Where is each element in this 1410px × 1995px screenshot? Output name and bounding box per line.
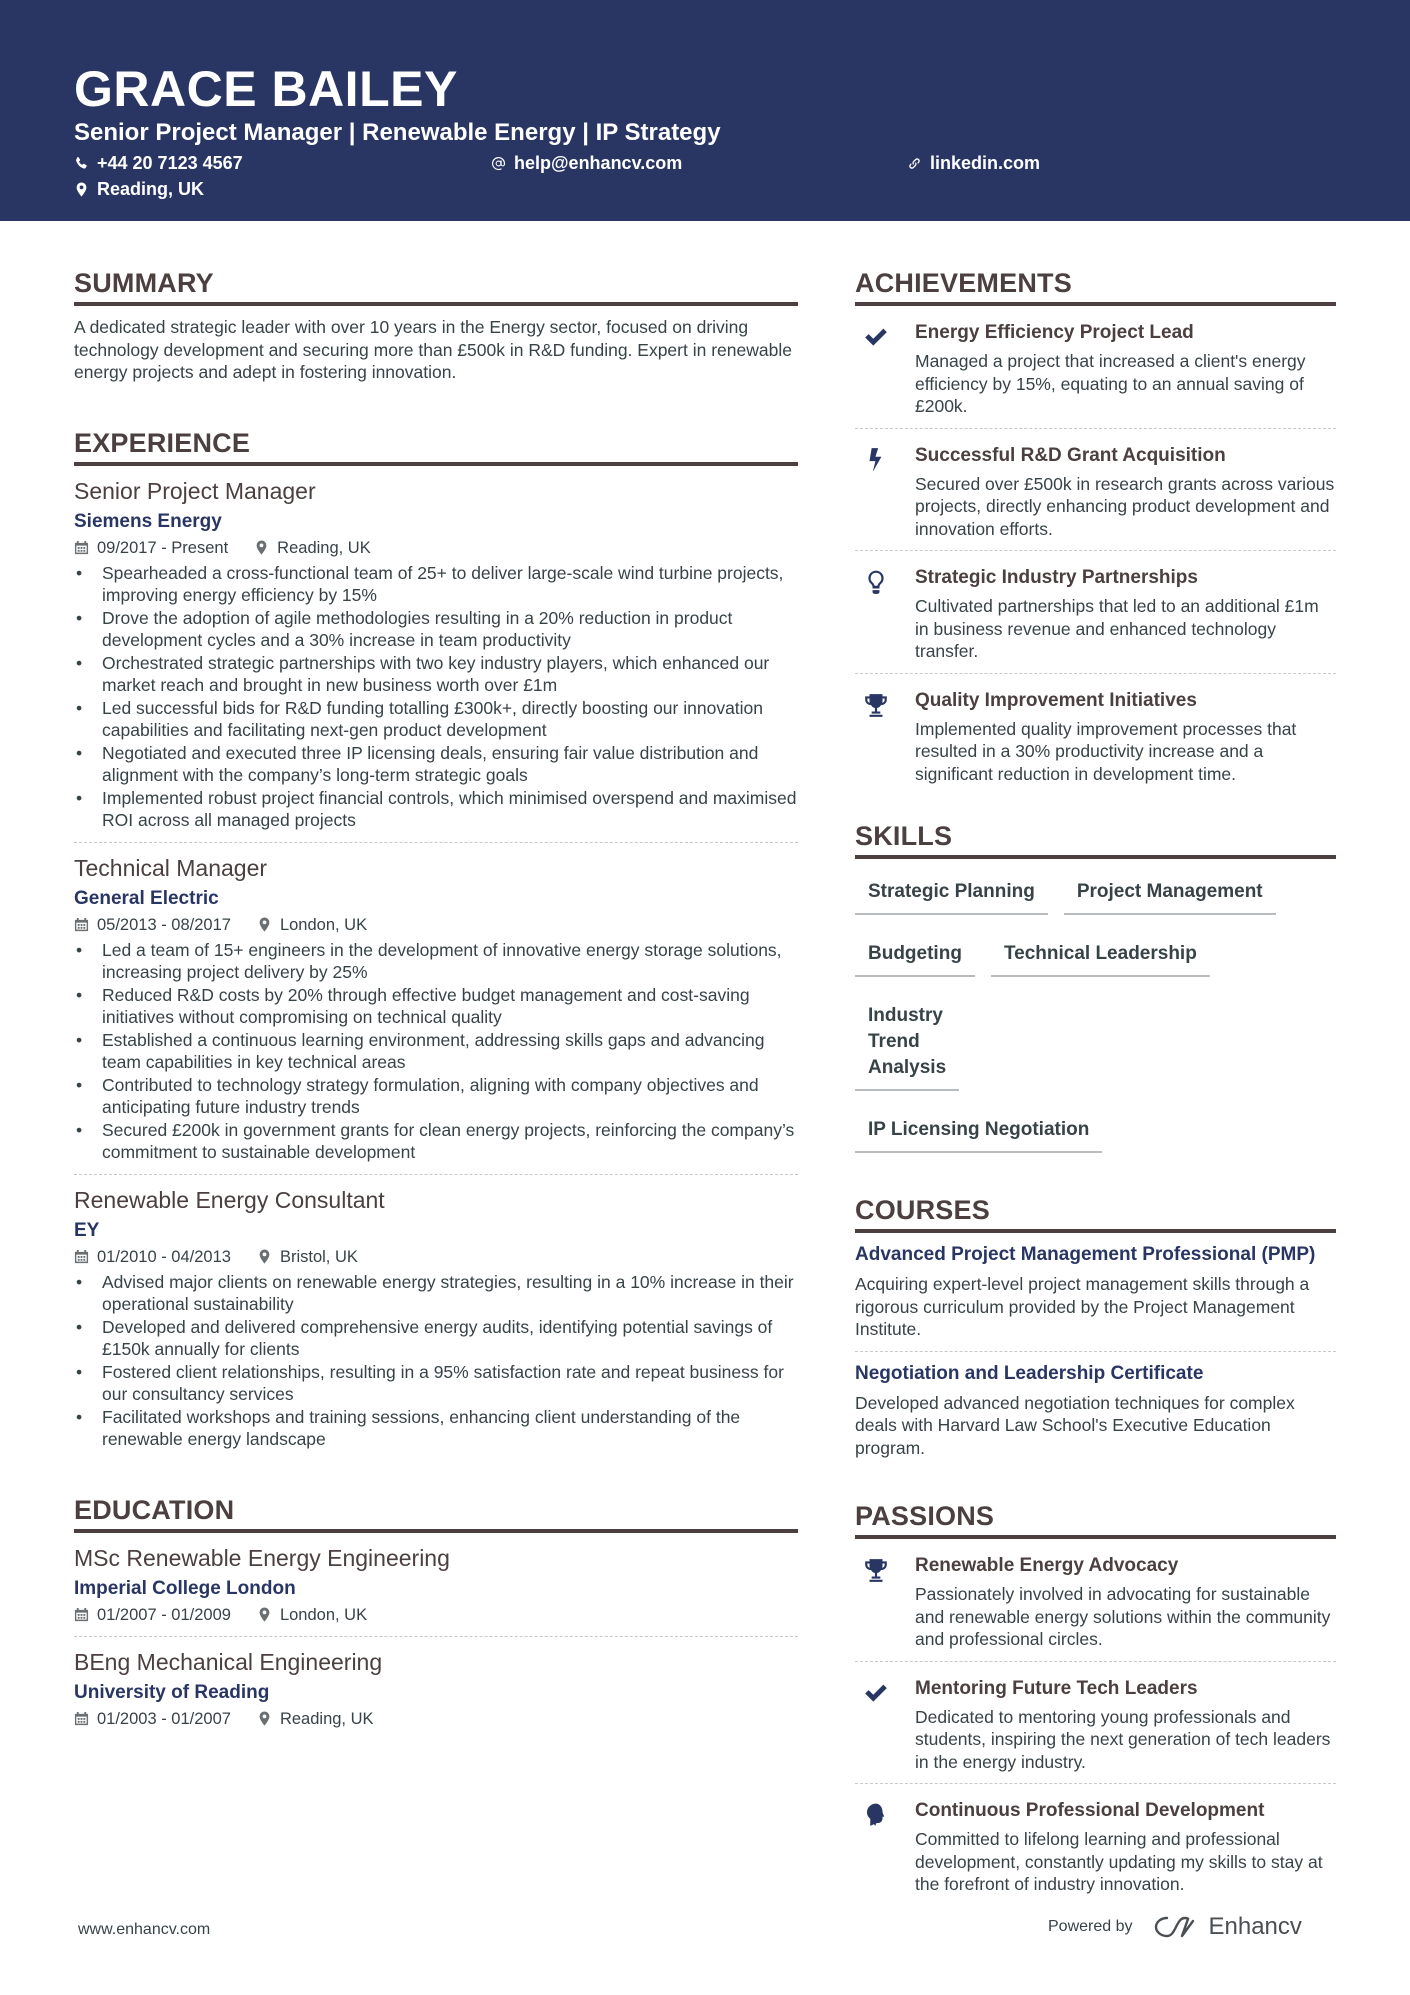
job-location: Reading, UK [277, 538, 371, 557]
experience-section [74, 426, 798, 1451]
powered-by-label: Powered by [1048, 1918, 1133, 1935]
footer-powered-by [1048, 1913, 1302, 1941]
passion-item [855, 1794, 1336, 1896]
bullet-item: • Negotiated and executed three IP licensing deals, ensuring fair value distribution and alignment with the company’s long-term strategic goals [74, 742, 798, 787]
skills-section [855, 819, 1336, 1163]
achievement-desc: Implemented quality improvement processes that resulted in a 30% productivity increase and a significant reduction in development time. [915, 718, 1297, 784]
bullet-item: • Fostered client relationships, resulting in a 95% satisfaction rate and repeat business for our consultancy services [74, 1361, 798, 1406]
bullet-item: • Spearheaded a cross-functional team of 25+ to deliver large-scale wind turbine projects, improving energy efficiency by 15% [74, 562, 798, 607]
map-pin-icon [257, 917, 272, 932]
resume-header [0, 0, 1410, 221]
section-divider [855, 1535, 1336, 1539]
location-text: Reading, UK [97, 179, 205, 199]
brand-name: Enhancv [1208, 1913, 1302, 1940]
achievement-item [855, 316, 1336, 418]
job-title: Senior Project Manager [74, 477, 316, 504]
skill-tag: Project Management [1064, 879, 1276, 915]
calendar-icon [74, 1711, 89, 1726]
candidate-headline: Senior Project Manager | Renewable Energy | IP Strategy [74, 119, 721, 146]
course-desc: Developed advanced negotiation techniques for complex deals with Harvard Law School's Executive Education program. [855, 1392, 1295, 1458]
company-name: Siemens Energy [74, 510, 222, 532]
skill-tag: Industry Trend Analysis [855, 1003, 959, 1091]
map-pin-icon [257, 1607, 272, 1622]
section-title-education: EDUCATION [74, 1494, 235, 1525]
enhancv-logo[interactable] [1153, 1913, 1302, 1941]
job-bullets [74, 562, 798, 832]
job-dates: 05/2013 - 08/2017 [97, 915, 231, 934]
skill-tag: Technical Leadership [991, 941, 1210, 977]
bullet-item: • Implemented robust project financial controls, which minimised overspend and maximised ROI across all managed projects [74, 787, 798, 832]
passion-title: Renewable Energy Advocacy [915, 1555, 1179, 1576]
map-pin-icon [257, 1249, 272, 1264]
job-title: Technical Manager [74, 854, 268, 881]
bullet-item: • Orchestrated strategic partnerships with two key industry players, which enhanced our market reach and brought in new business worth over £1m [74, 652, 798, 697]
passion-desc: Dedicated to mentoring young professionals and students, inspiring the next generation of tech leaders in the energy industry. [915, 1706, 1331, 1772]
achievement-desc: Secured over £500k in research grants across various projects, directly enhancing product development and innovation efforts. [915, 473, 1335, 539]
achievement-desc: Managed a project that increased a client's energy efficiency by 15%, equating to an annual saving of £200k. [915, 351, 1306, 416]
skill-tag: Strategic Planning [855, 879, 1048, 915]
education-section [74, 1493, 798, 1730]
skills-list [855, 869, 1336, 1163]
calendar-icon [74, 1607, 89, 1622]
bullet-item: • Reduced R&D costs by 20% through effective budget management and cost-saving initiatives without compromising on technical quality [74, 984, 798, 1029]
education-meta [74, 1604, 798, 1626]
education-entry [74, 1647, 798, 1730]
degree-title: MSc Renewable Energy Engineering [74, 1544, 450, 1571]
course-desc: Acquiring expert-level project management skills through a rigorous curriculum provided by the Project Management Institute. [855, 1274, 1310, 1339]
courses-section [855, 1193, 1336, 1459]
passion-title: Continuous Professional Development [915, 1800, 1265, 1821]
achievement-title: Quality Improvement Initiatives [915, 689, 1197, 711]
skill-tag: IP Licensing Negotiation [855, 1117, 1102, 1153]
job-location: Bristol, UK [279, 1247, 358, 1266]
contact-email[interactable] [491, 152, 682, 174]
bullet-item: • Led successful bids for R&D funding totalling £300k+, directly boosting our innovation capabilities and facilitating next-gen product development [74, 697, 798, 742]
school-name: Imperial College London [74, 1577, 296, 1599]
school-name: University of Reading [74, 1681, 270, 1703]
job-title: Renewable Energy Consultant [74, 1186, 385, 1213]
contact-location [74, 178, 204, 200]
bullet-item: • Contributed to technology strategy formulation, aligning with company objectives and anticipating future industry trends [74, 1074, 798, 1119]
summary-section [74, 266, 798, 384]
entry-divider [855, 1661, 1336, 1662]
link-icon [907, 156, 922, 171]
check-icon [863, 324, 889, 350]
entry-divider [855, 550, 1336, 551]
passion-item [855, 1549, 1336, 1651]
section-title-summary: SUMMARY [74, 268, 214, 298]
achievement-title: Successful R&D Grant Acquisition [915, 444, 1226, 466]
achievement-item [855, 561, 1336, 663]
bullet-item: • Drove the adoption of agile methodologies resulting in a 20% reduction in product development cycles and a 30% increase in team productivity [74, 607, 798, 652]
contact-phone [74, 152, 243, 174]
experience-entry [74, 476, 798, 832]
passion-title: Mentoring Future Tech Leaders [915, 1677, 1198, 1699]
entry-divider [74, 1636, 798, 1637]
achievement-item [855, 684, 1336, 786]
section-divider [855, 1229, 1336, 1233]
section-title-experience: EXPERIENCE [74, 427, 251, 458]
trophy-icon [863, 692, 889, 718]
job-meta [74, 537, 798, 559]
contact-website[interactable] [907, 152, 1040, 174]
education-meta [74, 1708, 798, 1730]
course-item [855, 1243, 1336, 1341]
passions-section [855, 1499, 1336, 1896]
website-link[interactable]: linkedin.com [930, 153, 1041, 173]
section-title-passions: PASSIONS [855, 1501, 995, 1531]
experience-entry [74, 1185, 798, 1451]
bullet-item: • Established a continuous learning environment, addressing skills gaps and advancing team capabilities in key technical areas [74, 1029, 798, 1074]
calendar-icon [74, 540, 89, 555]
section-title-courses: COURSES [855, 1195, 990, 1225]
achievement-title: Strategic Industry Partnerships [915, 567, 1198, 588]
job-meta [74, 914, 798, 936]
phone-icon [74, 156, 89, 171]
education-entry [74, 1543, 798, 1626]
map-pin-icon [257, 1711, 272, 1726]
skill-tag: Budgeting [855, 941, 975, 977]
lightbulb-icon [863, 569, 889, 595]
section-divider [74, 302, 798, 306]
candidate-name: GRACE BAILEY [74, 61, 458, 117]
job-location: London, UK [279, 915, 368, 934]
section-title-achievements: ACHIEVEMENTS [855, 268, 1072, 298]
bullet-item: • Led a team of 15+ engineers in the development of innovative energy storage solutions, increasing project delivery by 25% [74, 939, 798, 984]
trophy-icon [863, 1557, 889, 1583]
check-icon [863, 1680, 889, 1706]
email-link[interactable]: help@enhancv.com [514, 153, 683, 173]
education-location: Reading, UK [279, 1709, 374, 1728]
job-dates: 01/2010 - 04/2013 [97, 1247, 231, 1266]
head-icon [863, 1802, 889, 1828]
education-dates: 01/2003 - 01/2007 [97, 1709, 231, 1728]
bullet-item: • Facilitated workshops and training sessions, enhancing client understanding of the renewable energy landscape [74, 1406, 798, 1451]
job-dates: 09/2017 - Present [97, 538, 229, 557]
experience-entry [74, 853, 798, 1164]
achievement-item [855, 439, 1336, 541]
section-divider [74, 1529, 798, 1533]
passion-item [855, 1672, 1336, 1774]
entry-divider [855, 673, 1336, 674]
entry-divider [855, 428, 1336, 429]
left-column [74, 266, 798, 1730]
course-title: Negotiation and Leadership Certificate [855, 1362, 1204, 1384]
bullet-item: • Secured £200k in government grants for clean energy projects, reinforcing the company’s commitment to sustainable development [74, 1119, 798, 1164]
entry-divider [855, 1351, 1336, 1352]
entry-divider [74, 1174, 798, 1175]
achievement-title: Energy Efficiency Project Lead [915, 322, 1194, 343]
summary-text: A dedicated strategic leader with over 10 years in the Energy sector, focused on driving technology development and securing more than £500k in R&D funding. Expert in renewable energy projects and adept in fostering innovation. [74, 317, 792, 382]
section-divider [74, 462, 798, 466]
education-dates: 01/2007 - 01/2009 [97, 1605, 231, 1624]
at-icon [491, 156, 506, 171]
job-bullets [74, 1271, 798, 1451]
achievement-desc: Cultivated partnerships that led to an additional £1m in business revenue and enhanced technology transfer. [915, 596, 1319, 661]
calendar-icon [74, 917, 89, 932]
bullet-item: • Advised major clients on renewable energy strategies, resulting in a 10% increase in their operational sustainability [74, 1271, 798, 1316]
phone-text: +44 20 7123 4567 [97, 153, 243, 173]
company-name: General Electric [74, 887, 219, 909]
bullet-item: • Developed and delivered comprehensive energy audits, identifying potential savings of £150k annually for clients [74, 1316, 798, 1361]
section-title-skills: SKILLS [855, 821, 953, 851]
section-divider [855, 855, 1336, 859]
section-divider [855, 302, 1336, 306]
achievements-section [855, 266, 1336, 785]
calendar-icon [74, 1249, 89, 1264]
company-name: EY [74, 1219, 100, 1241]
entry-divider [855, 1783, 1336, 1784]
education-location: London, UK [279, 1605, 368, 1624]
course-item [855, 1362, 1336, 1460]
job-bullets [74, 939, 798, 1164]
degree-title: BEng Mechanical Engineering [74, 1648, 383, 1675]
footer-website-link[interactable]: www.enhancv.com [78, 1921, 211, 1938]
enhancv-logo-icon [1153, 1914, 1199, 1940]
map-pin-icon [74, 182, 89, 197]
job-meta [74, 1246, 798, 1268]
bolt-icon [863, 447, 889, 473]
map-pin-icon [254, 540, 269, 555]
passion-desc: Committed to lifelong learning and professional development, constantly updating my skills to stay at the forefront of industry innovation. [915, 1829, 1323, 1894]
passion-desc: Passionately involved in advocating for sustainable and renewable energy solutions within the community and professional circles. [915, 1584, 1331, 1649]
entry-divider [74, 842, 798, 843]
right-column [855, 266, 1336, 1896]
course-title: Advanced Project Management Professional (PMP) [855, 1244, 1316, 1265]
